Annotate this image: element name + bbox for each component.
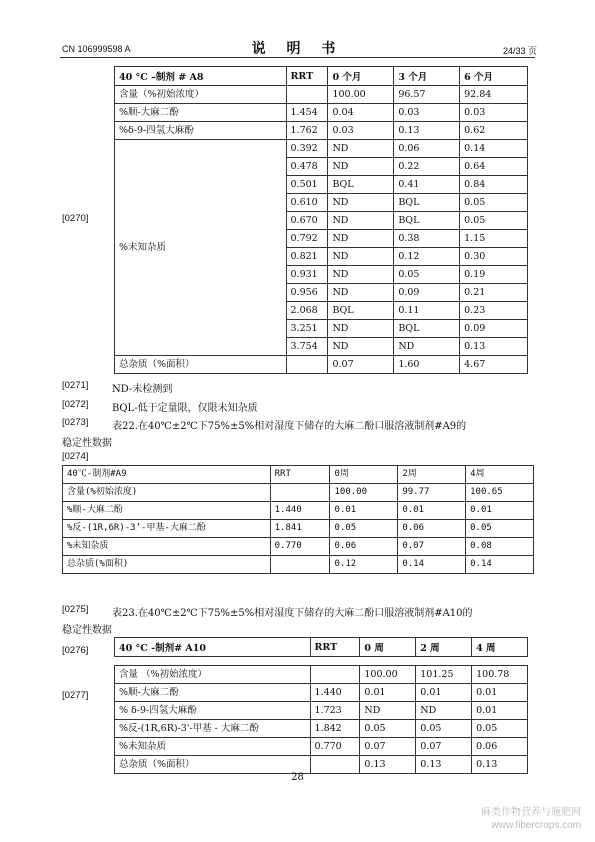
table-cell: [270, 484, 330, 502]
table-cell: 0.07: [398, 538, 466, 556]
table-cell: 0.01: [398, 502, 466, 520]
table-cell: 1.440: [270, 502, 330, 520]
table-row: [115, 720, 528, 738]
header-cell: 4周: [466, 466, 534, 484]
table-cell: 100.00: [330, 484, 398, 502]
header-cell: RRT: [286, 67, 328, 86]
table-cell: 0.19: [460, 266, 528, 284]
table-cell: [270, 556, 330, 574]
table-cell: BQL: [328, 176, 394, 194]
table-cell: 0.05: [466, 520, 534, 538]
table-row: [115, 140, 528, 158]
table-cell: ND: [328, 266, 394, 284]
table-cell: 0.01: [360, 684, 416, 702]
table-cell: 0.06: [394, 140, 460, 158]
table-cell: 0.610: [286, 194, 328, 212]
table-cell: 3.251: [286, 320, 328, 338]
table-cell: 0.04: [328, 104, 394, 122]
table-cell: 4.67: [460, 356, 528, 374]
table-cell: 101.25: [416, 666, 472, 684]
table-cell: 0.13: [472, 756, 528, 774]
table-cell: [286, 356, 328, 374]
table-cell: 1.841: [270, 520, 330, 538]
table-cell: 0.01: [330, 502, 398, 520]
table-cell: BQL: [394, 194, 460, 212]
table-cell: ND: [360, 702, 416, 720]
table-cell: 0.05: [330, 520, 398, 538]
table-cell: 0.23: [460, 302, 528, 320]
table-cell: 0.84: [460, 176, 528, 194]
stability-table-a10: [114, 665, 528, 774]
table-cell: %反-(1R,6R)-3’-甲基-大麻二酚: [63, 520, 271, 538]
table-cell: ND: [328, 230, 394, 248]
table-cell: 0.13: [416, 756, 472, 774]
table-cell: 100.65: [466, 484, 534, 502]
table-cell: 0.01: [472, 702, 528, 720]
table-cell: 100.00: [328, 86, 394, 104]
table-cell: 0.13: [394, 122, 460, 140]
watermark: [481, 806, 581, 832]
header-cell: 2周: [398, 466, 466, 484]
table-row: [115, 104, 528, 122]
table-cell: 100.00: [360, 666, 416, 684]
table-cell: %未知杂质: [115, 738, 311, 756]
table-cell: ND: [328, 338, 394, 356]
header-divider: [60, 57, 535, 58]
table-row: [115, 356, 528, 374]
table-cell: ND: [328, 140, 394, 158]
table-cell: 含量 （%初始浓度）: [115, 666, 311, 684]
table-cell: 0.821: [286, 248, 328, 266]
table-header-row: [63, 466, 534, 484]
paragraph-id-0277: [0277]: [62, 690, 89, 701]
table-cell: 0.07: [416, 738, 472, 756]
table-cell: 1.440: [310, 684, 360, 702]
table-cell: 99.77: [398, 484, 466, 502]
table-cell: 0.931: [286, 266, 328, 284]
table-cell: 3.754: [286, 338, 328, 356]
table-23-caption: 表23.在40℃±2℃下75%±5%相对湿度下储存的大麻二酚口服溶液制剂#A10的: [112, 608, 473, 619]
table-cell: %顺-大麻二酚: [63, 502, 271, 520]
table-cell: BQL: [394, 212, 460, 230]
header-cell: 40℃-制剂#A9: [63, 466, 271, 484]
table-row: [63, 484, 534, 502]
page-number: 28: [291, 772, 304, 783]
table-cell: 0.03: [460, 104, 528, 122]
table-cell: 1.842: [310, 720, 360, 738]
paragraph-id-0270: [0270]: [62, 213, 89, 224]
table-cell: 0.11: [394, 302, 460, 320]
stability-table-a9: [62, 465, 534, 574]
table-cell: 0.792: [286, 230, 328, 248]
table-cell: 92.84: [460, 86, 528, 104]
table-cell: 0.14: [466, 556, 534, 574]
table-cell: 0.21: [460, 284, 528, 302]
table-cell: 0.09: [460, 320, 528, 338]
table-cell: 1.15: [460, 230, 528, 248]
table-cell: 1.723: [310, 702, 360, 720]
table-cell: % δ-9-四氢大麻酚: [115, 702, 311, 720]
table-row: [115, 86, 528, 104]
table-cell: 0.62: [460, 122, 528, 140]
table-cell: ND: [328, 284, 394, 302]
table-cell: 含量(%初始浓度): [63, 484, 271, 502]
table-cell: 总杂质(%面积): [63, 556, 271, 574]
watermark-name: 麻类作物营养与施肥网: [481, 807, 581, 818]
header-cell: 3 个月: [394, 67, 460, 86]
table-cell: ND: [328, 212, 394, 230]
paragraph-id-0276: [0276]: [62, 645, 89, 656]
header-cell: 0 个月: [328, 67, 394, 86]
table-cell: ND: [328, 320, 394, 338]
paragraph-id-0271: [0271]: [62, 380, 89, 391]
header-cell: 0周: [330, 466, 398, 484]
table-header-row: [115, 638, 528, 657]
table-cell: 0.478: [286, 158, 328, 176]
table-cell: 0.05: [460, 212, 528, 230]
table-cell: 0.05: [460, 194, 528, 212]
table-row: [115, 756, 528, 774]
table-cell: 含量（%初始浓度）: [115, 86, 287, 104]
table-cell: 总杂质（%面积）: [115, 756, 311, 774]
header-cell: 40 °C -制剂# A10: [115, 638, 311, 657]
table-cell: 0.05: [416, 720, 472, 738]
table-cell: %顺-大麻二酚: [115, 104, 287, 122]
table-cell: 0.41: [394, 176, 460, 194]
table-cell: 0.01: [416, 684, 472, 702]
table-cell: 0.08: [466, 538, 534, 556]
table-cell: BQL: [328, 302, 394, 320]
table-cell: [310, 756, 360, 774]
table-cell: 96.57: [394, 86, 460, 104]
table-cell: 2.068: [286, 302, 328, 320]
stability-table-a8: [114, 66, 528, 374]
table-22-caption-cont: 稳定性数据: [62, 438, 112, 449]
stability-table-a10-header: [114, 637, 528, 657]
table-cell: ND: [416, 702, 472, 720]
table-cell: 0.03: [328, 122, 394, 140]
table-cell: 0.13: [460, 338, 528, 356]
table-cell: 0.30: [460, 248, 528, 266]
header-cell: RRT: [270, 466, 330, 484]
table-cell: 0.38: [394, 230, 460, 248]
header-cell: 2 周: [416, 638, 472, 657]
paragraph-id-0274: [0274]: [62, 451, 89, 462]
table-cell: BQL: [394, 320, 460, 338]
table-cell: 0.06: [398, 520, 466, 538]
table-cell: %反-(1R,6R)-3'-甲基 - 大麻二酚: [115, 720, 311, 738]
table-cell: ND: [394, 338, 460, 356]
table-cell: 0.956: [286, 284, 328, 302]
table-cell: 0.05: [472, 720, 528, 738]
table-cell: 0.501: [286, 176, 328, 194]
table-row: [115, 738, 528, 756]
table-cell: 1.454: [286, 104, 328, 122]
table-cell: [286, 86, 328, 104]
paragraph-id-0275: [0275]: [62, 604, 89, 615]
table-cell: 0.22: [394, 158, 460, 176]
page-indicator: 24/33 页: [502, 46, 537, 56]
bql-definition: BQL-低于定量限，仅限未知杂质: [112, 403, 258, 414]
table-cell: %顺-大麻二酚: [115, 684, 311, 702]
header-cell: RRT: [310, 638, 360, 657]
table-cell: 总杂质（%面积）: [115, 356, 287, 374]
table-cell: 0.392: [286, 140, 328, 158]
paragraph-id-0272: [0272]: [62, 399, 89, 410]
table-cell: 0.13: [360, 756, 416, 774]
table-cell: 0.12: [394, 248, 460, 266]
table-cell: 100.78: [472, 666, 528, 684]
table-cell: 0.06: [472, 738, 528, 756]
table-row: [115, 684, 528, 702]
table-cell: ND: [328, 248, 394, 266]
table-row: [115, 702, 528, 720]
table-cell: 0.05: [360, 720, 416, 738]
table-cell: %δ-9-四氢大麻酚: [115, 122, 287, 140]
table-cell: 0.03: [394, 104, 460, 122]
header-cell: 40 °C –制剂 # A8: [115, 67, 287, 86]
table-row: [63, 538, 534, 556]
table-row: [63, 520, 534, 538]
table-cell: 0.07: [360, 738, 416, 756]
header-cell: 6 个月: [460, 67, 528, 86]
table-cell: [310, 666, 360, 684]
header-cell: 0 周: [360, 638, 416, 657]
patent-number: CN 106999598 A: [62, 44, 131, 54]
table-row: [63, 556, 534, 574]
table-cell: 0.12: [330, 556, 398, 574]
table-cell: 0.770: [270, 538, 330, 556]
table-cell: 0.14: [398, 556, 466, 574]
header-cell: 4 周: [472, 638, 528, 657]
table-row: [115, 122, 528, 140]
table-row: [63, 502, 534, 520]
table-cell: 0.01: [472, 684, 528, 702]
table-23-caption-cont: 稳定性数据: [62, 625, 112, 636]
unknown-impurity-label: %未知杂质: [115, 140, 287, 356]
table-cell: %未知杂质: [63, 538, 271, 556]
table-cell: 0.670: [286, 212, 328, 230]
table-cell: ND: [328, 158, 394, 176]
table-22-caption: 表22.在40℃±2℃下75%±5%相对湿度下储存的大麻二酚口服溶液制剂#A9的: [112, 421, 467, 432]
table-cell: 0.06: [330, 538, 398, 556]
table-cell: 1.762: [286, 122, 328, 140]
table-cell: 0.64: [460, 158, 528, 176]
table-cell: 1.60: [394, 356, 460, 374]
table-cell: 0.07: [328, 356, 394, 374]
table-cell: 0.14: [460, 140, 528, 158]
table-cell: 0.09: [394, 284, 460, 302]
document-title: 说 明 书: [251, 41, 344, 57]
table-cell: 0.770: [310, 738, 360, 756]
table-cell: 0.05: [394, 266, 460, 284]
watermark-url: www.fibercrops.com: [491, 820, 581, 831]
nd-definition: ND-未检测到: [112, 384, 173, 395]
paragraph-id-0273: [0273]: [62, 417, 89, 428]
table-row: [115, 666, 528, 684]
table-header-row: [115, 67, 528, 86]
table-cell: ND: [328, 194, 394, 212]
table-cell: 0.01: [466, 502, 534, 520]
